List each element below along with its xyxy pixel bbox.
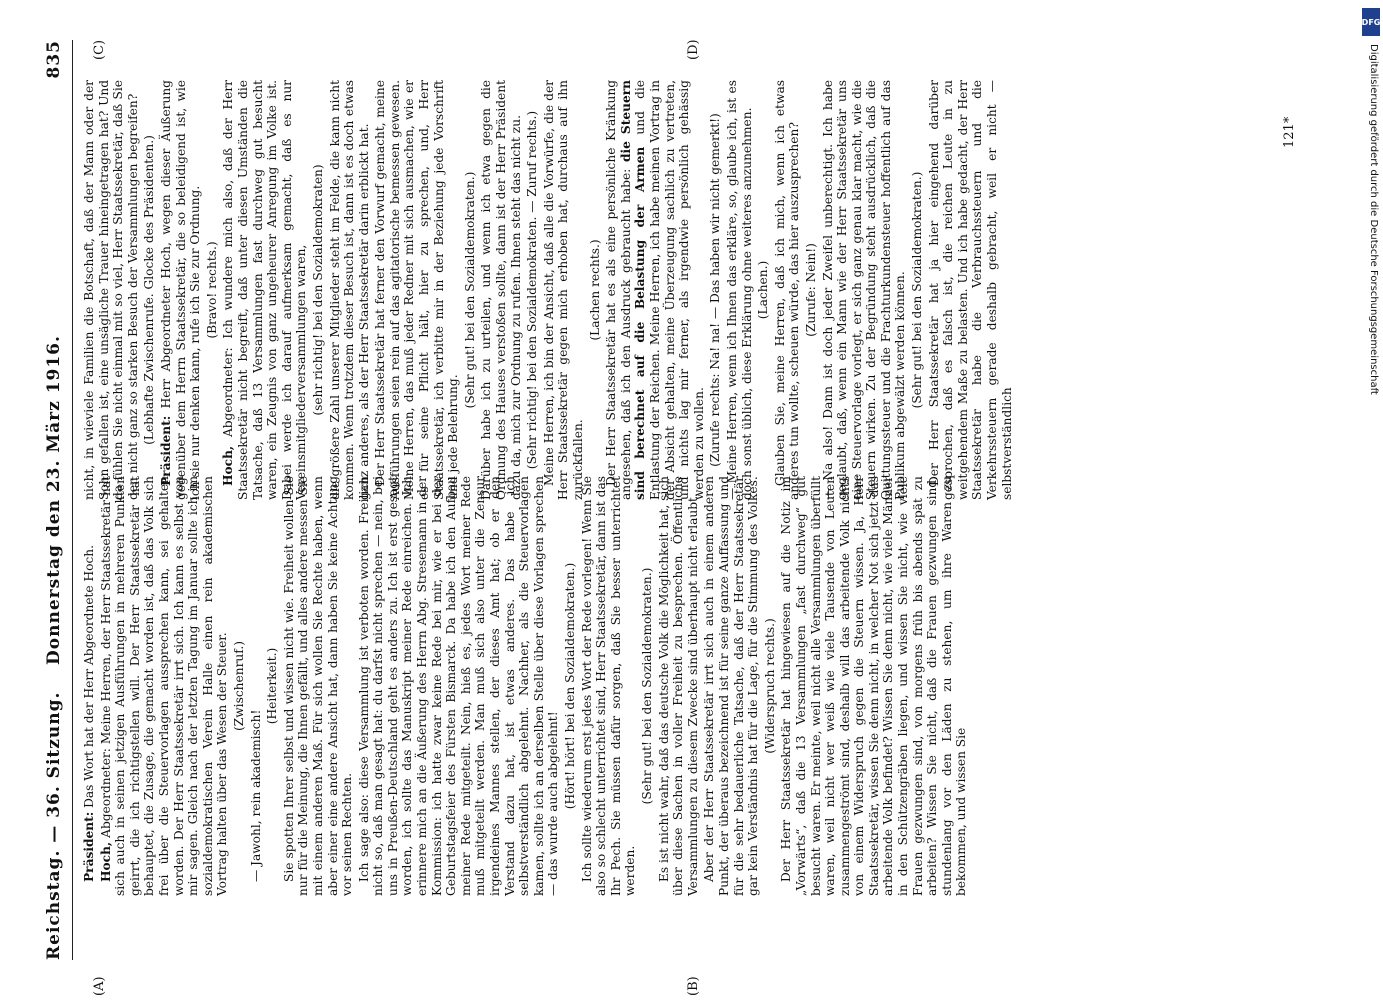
- paragraph: Hoch, Abgeordneter: Meine Herren, der Herr Staatssekretär hat sich auch in seinen jetzigen Ausführungen in mehreren Punkten geirrt, die ich richtigstellen will. Der Herr Staatssekretär hat behauptet, die Zusage, die gemacht worden ist, daß das Volk sich frei über die Steuervorlagen aussprechen kann, sei gehalten worden. Der Herr Staatssekretär irrt sich. Ich kann es selbst von mir sagen. Gleich nach der letzten Tagung im Januar sollte ich im sozialdemokratischen Verein Halle einen rein akademischen Vortrag halten über das Wesen der Steuer.: [98, 476, 230, 896]
- paragraph: (Lebhafte Zwischenrufe. Glocke des Präsidenten.): [142, 135, 157, 445]
- paragraph: Ich sage also: diese Versammlung ist verboten worden. Freilich nicht so, daß man gesagt hat: du darfst nicht sprechen — nein, bei uns in Preußen-Deutschland geht es anders zu. Ich ist erst gesagt worden, ich sollte das Manuskript meiner Rede einreichen. Ich erinnere mich an die Äußerung des Herrn Abg. Stresemann in der Kommission: ich hatte zwar keine Rede bei mir, wie er bei der Geburtstagsfeier des Fürsten Bismarck. Da habe ich den Aufbau meiner Rede mitgeteilt. Nein, hieß es, jedes Wort meiner Rede muß mitgeteilt werden. Man muß sich also unter die Zensur irgendeines Mannes stellen, der dieses Amt hat; ob er den Verstand dazu hat, ist etwas anderes. Das habe ich selbstverständlich abgelehnt. Nachher, als die Steuervorlagen kamen, sollte ich an derselben Stelle über diese Vorlagen sprechen — das wurde auch abgelehnt!: [356, 476, 561, 896]
- paragraph: (Sehr gut! bei den Sozialdemokraten.): [462, 171, 477, 409]
- margin-mark-b: (B): [686, 976, 701, 996]
- header-rule: [72, 40, 73, 960]
- paragraph: Präsident: Herr Abgeordneter Hoch, wegen dieser Äußerung gegenüber dem Herrn Staatssekretär, die so beleidigend ist, wie ich sie nur denken kann, rufe ich Sie zur Ordnung.: [158, 80, 203, 500]
- paragraph: nicht, in wieviele Familien die Botschaft, daß der Mann oder der Sohn gefallen ist, eine unsägliche Trauer hineingetragen hat? Und da fühlen Sie nicht einmal mit so viel, Herr Staatssekretär, daß Sie den nicht ganz so starken Besuch der Versammlungen begreifen?: [82, 80, 140, 500]
- paragraph: Präsident: Das Wort hat der Herr Abgeordnete Hoch.: [82, 544, 96, 882]
- paragraph: (sehr richtig! bei den Sozialdemokraten): [310, 164, 325, 416]
- paragraph: die größere Zahl unserer Mitglieder steht im Felde, die kann nicht kommen. Wenn trotzdem dieser Besuch ist, dann ist es doch etwas ganz anderes, als der Herr Staatssekretär darin erblickt hat.: [327, 80, 371, 500]
- paragraph: — Na also! Dann ist doch jeder Zweifel unberechtigt. Ich habe geglaubt, daß, wenn ein Mann wie der Herr Staatssekretär uns eine Steuervorlage vorlegt, er sich ganz genau klar macht, wie die Steuern wirken. Zu der Begründung steht ausdrücklich, daß die Quittungssteuer und die Frachturkundensteuer hoffentlich auf das Publikum abgewälzt werden können.: [820, 80, 908, 500]
- paragraph: (Sehr gut! bei den Sozialdemokraten.): [910, 171, 925, 409]
- paragraph: Der Herr Staatssekretär hat es als eine persönliche Kränkung angesehen, daß ich den Ausdruck gebraucht habe: die Steuern sind berechnet auf die Belastung der Armen und die Entlastung der Reichen. Meine Herren, ich habe meinen Vortrag in der Absicht gehalten, meine Überzeugung sachlich zu vertreten, und nichts lag mir ferner, als irgendwie persönlich gehässig werden zu wollen.: [604, 80, 706, 500]
- margin-mark-a: (A): [92, 976, 107, 996]
- text-column-right: [82, 80, 1016, 500]
- paragraph: Aber der Herr Staatssekretär irrt sich auch in einem anderen Punkt, der überaus bezeichnend ist für seine ganze Auffassung und für die sehr bedauerliche Tatsache, daß der Herr Staatssekretär gar kein Verständnis hat für die Lage, für die Stimmung des Volkes.: [702, 476, 761, 896]
- paragraph: (Lachen.): [756, 260, 771, 320]
- signature-mark: 121*: [1282, 116, 1297, 148]
- paragraph: Sie spotten Ihrer selbst und wissen nicht wie. Freiheit wollen Sie nur für die Meinung, die Ihnen gefällt, und alles andere messen Sie mit einem anderen Maß. Für sich wollen Sie Rechte haben, wenn aber einer eine andere Ansicht hat, dann haben Sie keine Achtung vor seinen Rechten.: [281, 476, 355, 896]
- page-number: 835: [44, 40, 64, 79]
- paragraph: Glauben Sie, meine Herren, daß ich mich, wenn ich etwas anderes tun wollte, scheuen würde, das hier auszusprechen?: [772, 80, 802, 500]
- paragraph: — Meine Herren, wenn ich Ihnen das erkläre, so, glaube ich, ist es doch sonst üblich, diese Erklärung ohne weiteres anzunehmen.: [724, 80, 754, 500]
- paragraph: (Zwischenruf.): [231, 641, 246, 731]
- dfg-logo: DFG: [1362, 8, 1380, 36]
- margin-mark-c: (C): [92, 39, 107, 60]
- paragraph: Hoch, Abgeordneter: Ich wundere mich also, daß der Herr Staatssekretär nicht begreift, daß unter diesen Umständen die Tatsache, daß 13 Versammlungen fast durchweg gut besucht waren, ein Zeugnis von ganz ungeheurer Anregung im Volke ist. Dabei werde ich darauf aufmerksam gemacht, daß es nur Vereinsmitgliederversammlungen waren,: [221, 80, 309, 500]
- paragraph: (Bravo! rechts.): [204, 241, 219, 339]
- digitization-note: Digitalisierung gefördert durch die Deutsche Forschungsgemeinschaft: [1368, 44, 1379, 395]
- paragraph: Der Herr Staatssekretär hat ferner den Vorwurf gemacht, meine Ausführungen seien rein auf das agitatorische bemessen gewesen. Meine Herren, das muß jeder Redner mit sich ausmachen, wie er es für seine Pflicht hält, hier zu sprechen, und, Herr Staatssekretär, ich verbitte mir in der Beziehung jede Vorschrift und jede Belehrung.: [373, 80, 461, 500]
- text-column-left: [82, 476, 971, 896]
- paragraph: (Zurufe rechts: Na! na! — Das haben wir nicht gemerkt!): [708, 113, 723, 467]
- page-header: [44, 40, 70, 960]
- paragraph: Darüber habe ich zu urteilen, und wenn ich etwa gegen die Ordnung des Hauses verstoßen sollte, dann ist der Herr Präsident dazu da, mich zur Ordnung zu rufen. Ihnen steht das nicht zu.: [479, 80, 523, 500]
- paragraph: (Sehr gut! bei den Sozialdemokraten.): [639, 567, 654, 805]
- paragraph: (Heiterkeit.): [265, 647, 280, 725]
- paragraph: Ich sollte wiederum erst jedes Wort der Rede vorlegen! Wenn Sie also so schlecht unterrichtet sind, Herr Staatssekretär, dann ist das Ihr Pech. Sie müssen dafür sorgen, daß Sie besser unterrichtet werden.: [579, 476, 638, 896]
- margin-mark-d: (D): [686, 39, 701, 60]
- header-date: Donnerstag den 23. März 1916.: [44, 335, 64, 665]
- paragraph: (Widerspruch rechts.): [762, 618, 777, 754]
- header-left: Reichstag. — 36. Sitzung.: [44, 691, 64, 960]
- paragraph: (Hört! hört! bei den Sozialdemokraten.): [563, 562, 577, 810]
- paragraph: Es ist nicht wahr, daß das deutsche Volk die Möglichkeit hat, sich über diese Sachen in voller Freiheit zu besprechen. Öffentliche Versammlungen zu diesem Zwecke sind überhaupt nicht erlaubt.: [656, 476, 700, 896]
- paragraph: (Sehr richtig! bei den Sozialdemokraten. — Zuruf rechts.): [525, 110, 540, 470]
- paragraph: — Jawohl, rein akademisch!: [248, 709, 263, 882]
- paragraph: Der Herr Staatssekretär hat ja hier eingehend darüber gesprochen, daß es falsch ist, die reichen Leute in zu weitgehendem Maße zu belasten. Und ich habe gedacht, der Herr Staatssekretär habe die Verbrauchssteuern und die Verkehrssteuern gerade deshalb gebracht, weil er nicht — selbstverständlich: [926, 80, 1014, 500]
- paragraph: Der Herr Staatssekretär hat hingewiesen auf die Notiz im „Vorwärts“, daß die 13 Versammlungen „fast durchweg“ gut besucht waren. Er meinte, weil nicht alle Versammlungen überfüllt waren, weil nicht wer weiß wie viele Tausende von Leuten zusammengeströmt sind, deshalb will das arbeitende Volk nichts von einem Widerspruch gegen die Steuern wissen. Ja, Herr Staatssekretär, wissen Sie denn nicht, in welcher Not sich jetzt das arbeitende Volk befindet? Wissen Sie denn nicht, wie viele Männer in den Schützengräben liegen, und wissen Sie nicht, wie viele Frauen gezwungen sind, von morgens früh bis abends spät zu arbeiten? Wissen Sie nicht, daß die Frauen gezwungen sind, stundenlang vor den Läden zu stehen, um ihre Waren zu bekommen, und wissen Sie: [779, 476, 969, 896]
- paragraph: Meine Herren, ich bin der Ansicht, daß alle die Vorwürfe, die der Herr Staatssekretär gegen mich erhoben hat, durchaus auf ihn zurückfallen.: [541, 80, 585, 500]
- paragraph: (Lachen rechts.): [587, 239, 602, 341]
- paragraph: (Zurufe: Nein!): [803, 243, 818, 337]
- digitization-strip: [1361, 8, 1383, 998]
